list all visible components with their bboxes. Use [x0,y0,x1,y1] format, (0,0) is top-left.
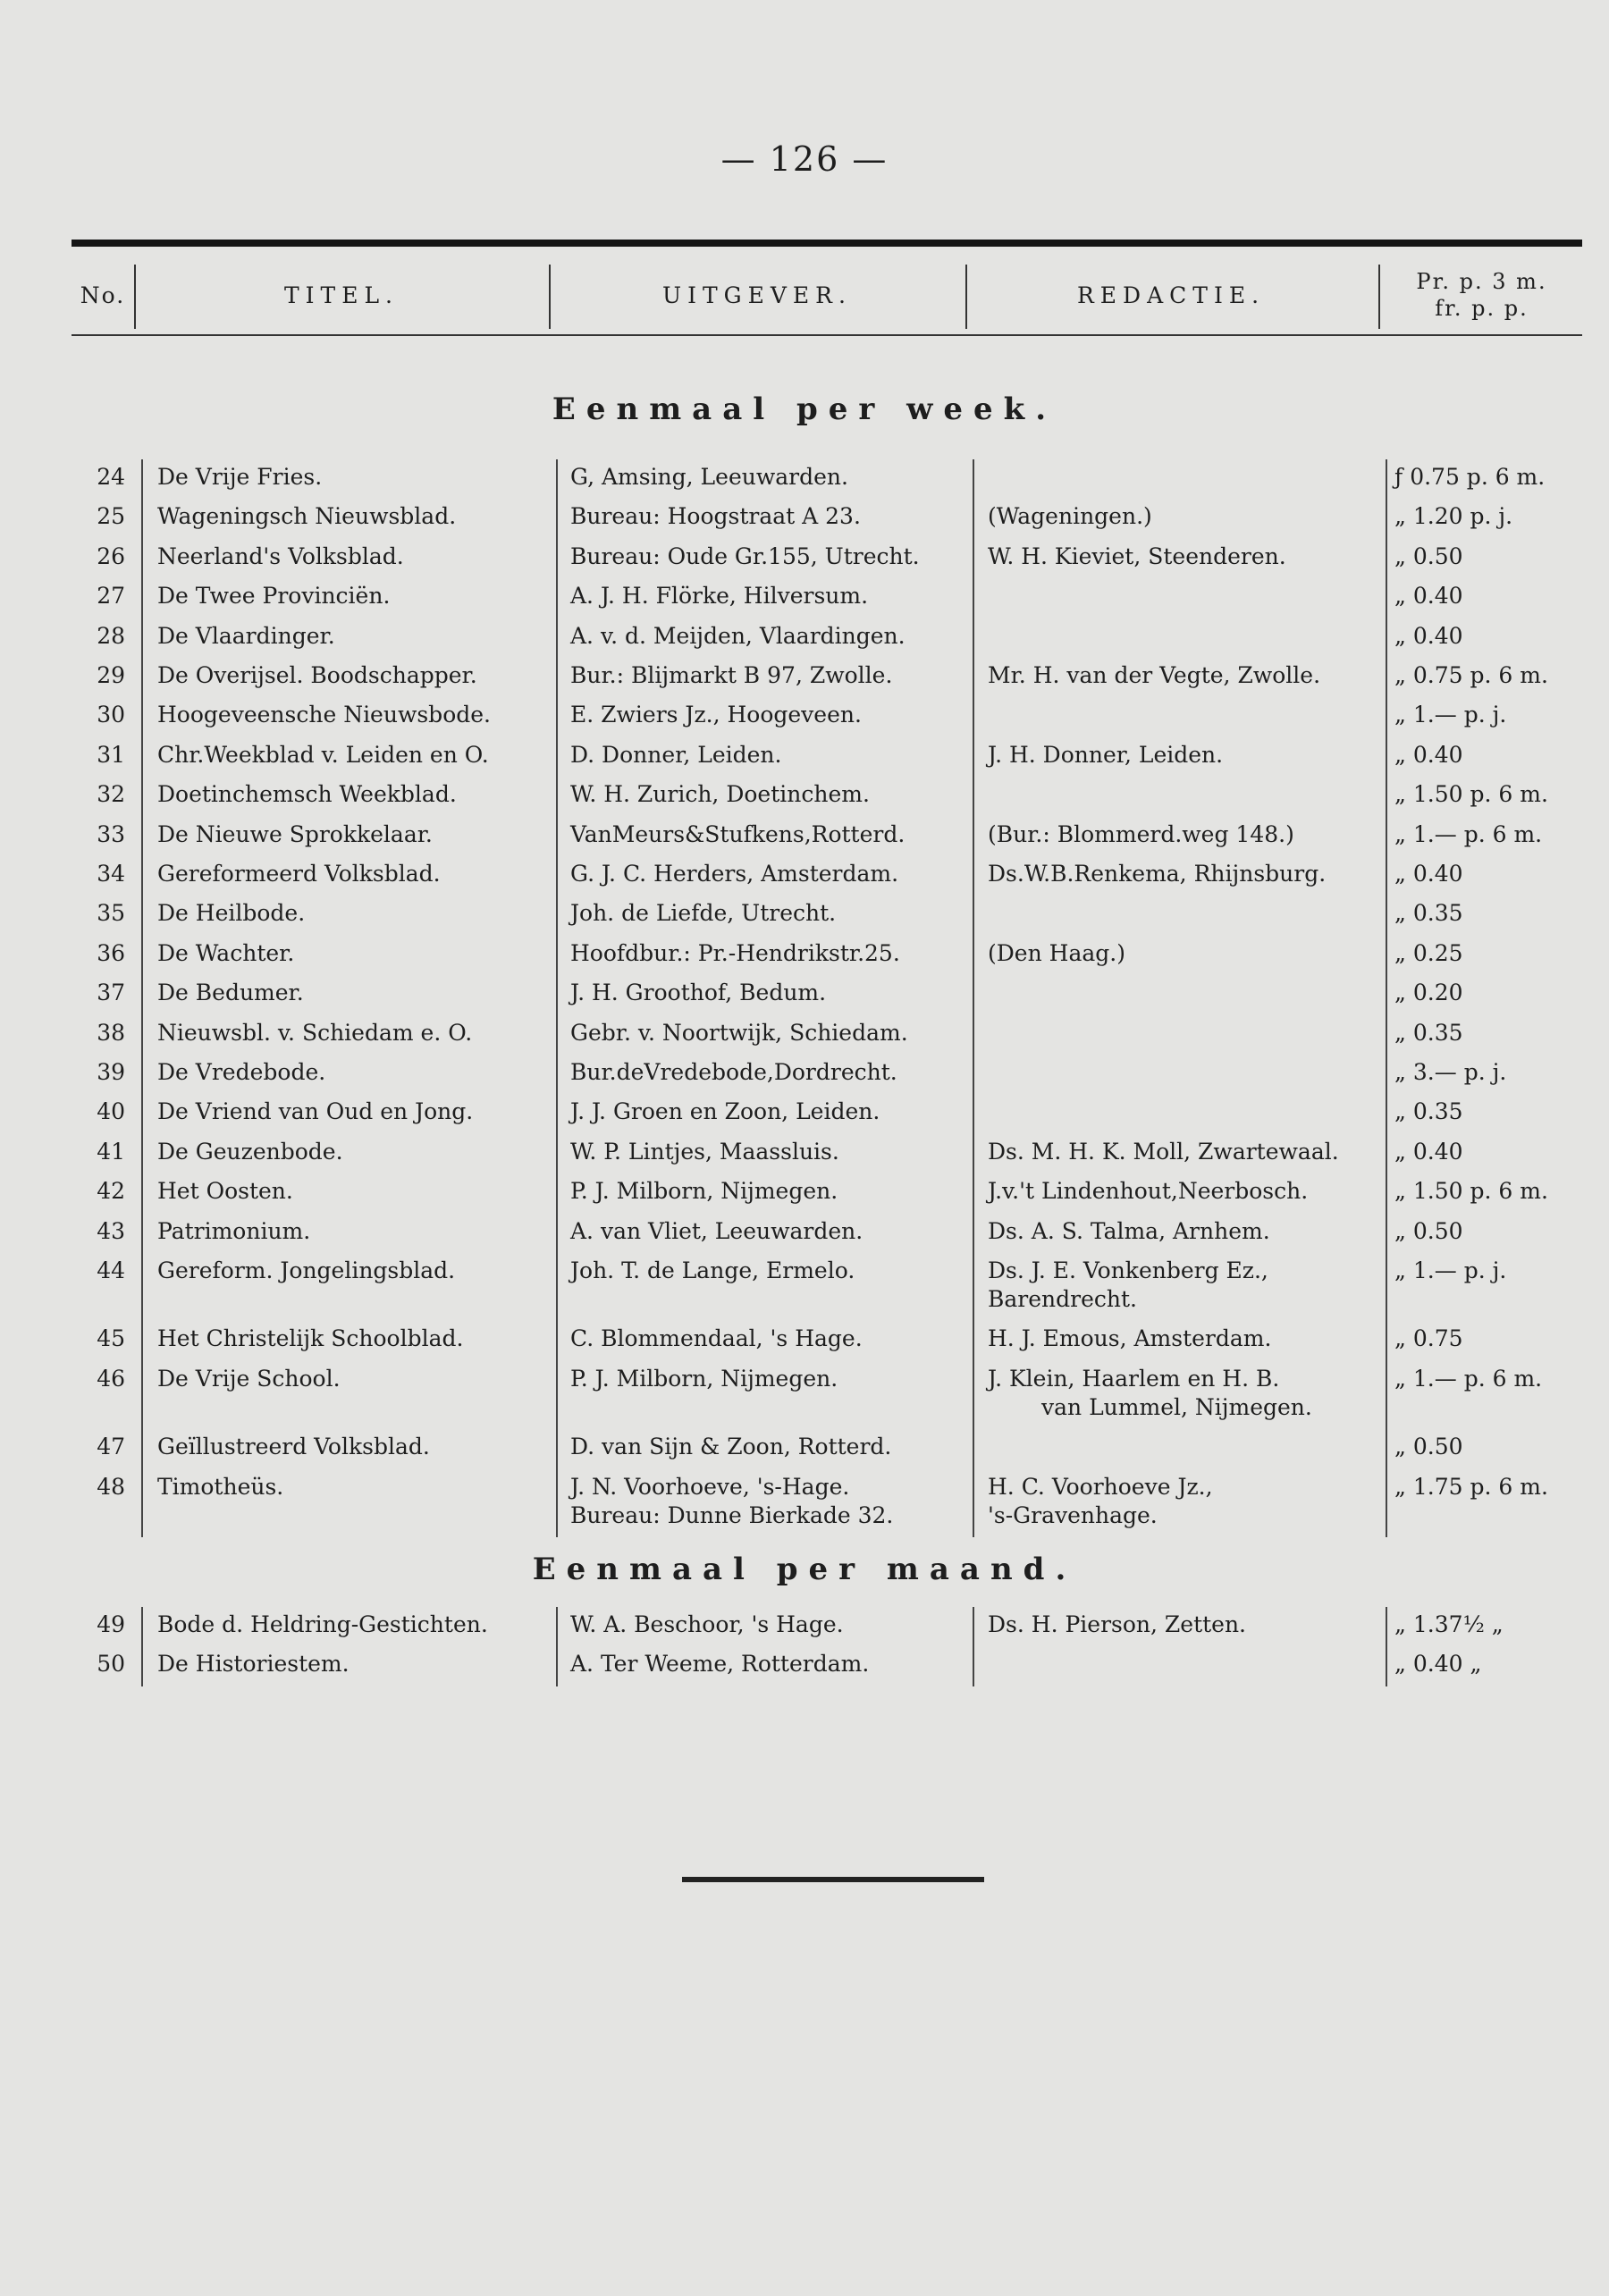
table-row [0,1433,1609,1472]
row-titel: De Vlaardinger. [157,623,335,649]
row-redactie: Ds.W.B.Renkema, Rhijnsburg. [988,861,1327,887]
row-prijs: „ 0.40 [1394,742,1463,768]
row-prijs: „ 1.75 p. 6 m. [1394,1474,1548,1500]
row-number [54,463,125,492]
row-number [54,1019,125,1047]
table-row [0,582,1609,621]
row-number [54,1473,125,1501]
row-redactie-line2: Barendrecht. [988,1286,1137,1312]
row-titel: Het Oosten. [157,1178,293,1204]
row-prijs: „ 1.— p. j. [1394,1257,1507,1283]
row-prijs: „ 1.— p. 6 m. [1394,821,1543,847]
column-divider [1386,1607,1387,1686]
header-bottom-rule [72,334,1582,336]
column-divider [141,459,143,1537]
column-divider [141,1607,143,1686]
header-price-line1: Pr. p. 3 m. [1416,269,1547,294]
row-prijs: ƒ 0.75 p. 6 m. [1394,464,1546,490]
row-number-text: 48 [97,1474,125,1500]
row-uitgever: D. van Sijn & Zoon, Rotterd. [570,1434,892,1459]
row-redactie: (Wageningen.) [988,503,1152,529]
column-divider [556,459,558,1537]
table-row [0,463,1609,502]
row-prijs: „ 1.— p. j. [1394,702,1507,727]
row-prijs: „ 1.50 p. 6 m. [1394,1178,1548,1204]
row-uitgever: J. J. Groen en Zoon, Leiden. [570,1098,880,1124]
row-uitgever: G. J. C. Herders, Amsterdam. [570,861,899,887]
row-number [54,622,125,651]
row-titel: Neerland's Volksblad. [157,543,404,569]
table-row [0,1650,1609,1689]
row-number [54,1217,125,1246]
table-row [0,502,1609,542]
table-row [0,1217,1609,1257]
row-uitgever: P. J. Milborn, Nijmegen. [570,1366,838,1392]
table-row [0,542,1609,582]
table-row [0,939,1609,979]
row-uitgever: J. H. Groothof, Bedum. [570,980,827,1005]
row-uitgever: Gebr. v. Noortwijk, Schiedam. [570,1020,908,1046]
row-prijs: „ 0.50 [1394,1218,1463,1244]
row-prijs: „ 0.35 [1394,1020,1463,1046]
section-title: Eenmaal per week. [552,391,1057,427]
row-uitgever: W. H. Zurich, Doetinchem. [570,781,870,807]
row-prijs: „ 1.20 p. j. [1394,503,1513,529]
row-uitgever: Hoofdbur.: Pr.-Hendrikstr.25. [570,940,900,966]
row-titel: Het Christelijk Schoolblad. [157,1325,464,1351]
table-row [0,1611,1609,1650]
row-redactie: Ds. M. H. K. Moll, Zwartewaal. [988,1139,1339,1165]
row-uitgever: E. Zwiers Jz., Hoogeveen. [570,702,862,727]
row-uitgever-line2: Bureau: Dunne Bierkade 32. [570,1502,894,1528]
column-divider [1386,459,1387,1537]
column-divider [556,1607,558,1686]
table-row [0,820,1609,860]
table-row [0,1325,1609,1364]
row-prijs: „ 0.75 p. 6 m. [1394,662,1548,688]
column-divider [973,1607,974,1686]
row-uitgever: Bureau: Oude Gr.155, Utrecht. [570,543,920,569]
row-prijs: „ 0.25 [1394,940,1463,966]
row-redactie-line2: van Lummel, Nijmegen. [1041,1394,1312,1420]
table-row [0,1058,1609,1098]
header-price-line2: fr. p. p. [1435,296,1529,321]
row-uitgever: J. N. Voorhoeve, 's-Hage. [570,1474,850,1500]
header-titel: TITEL. [283,282,400,308]
row-titel: Gereform. Jongelingsblad. [157,1257,456,1283]
row-number-text: 39 [97,1059,125,1085]
row-number [54,780,125,809]
row-number-text: 24 [97,464,125,490]
row-titel: Geïllustreerd Volksblad. [157,1434,430,1459]
row-number [54,502,125,531]
row-number-text: 31 [97,742,125,768]
row-number-text: 35 [97,900,125,926]
row-number [54,701,125,729]
table-row [0,661,1609,701]
row-number-text: 40 [97,1098,125,1124]
row-redactie: Ds. H. Pierson, Zetten. [988,1611,1247,1637]
row-number [54,1138,125,1166]
end-rule [682,1877,984,1882]
row-prijs: „ 0.20 [1394,980,1463,1005]
row-uitgever: Bur.: Blijmarkt B 97, Zwolle. [570,662,893,688]
row-number [54,1177,125,1206]
header-divider [134,265,136,329]
table-row [0,741,1609,780]
row-prijs: „ 0.40 [1394,583,1463,609]
row-number-text: 46 [97,1366,125,1392]
row-uitgever: W. A. Beschoor, 's Hage. [570,1611,844,1637]
row-redactie: J.v.'t Lindenhout,Neerbosch. [988,1178,1309,1204]
row-redactie: Ds. A. S. Talma, Arnhem. [988,1218,1270,1244]
row-redactie: Ds. J. E. Vonkenberg Ez., [988,1257,1268,1283]
row-titel: De Historiestem. [157,1651,350,1677]
row-redactie: Mr. H. van der Vegte, Zwolle. [988,662,1321,688]
row-number-text: 26 [97,543,125,569]
row-number-text: 45 [97,1325,125,1351]
table-row [0,1473,1609,1552]
row-number-text: 50 [97,1651,125,1677]
header-divider [1378,265,1380,329]
table-row [0,1019,1609,1058]
row-number [54,1058,125,1087]
row-number-text: 32 [97,781,125,807]
header-divider [549,265,551,329]
row-uitgever: A. J. H. Flörke, Hilversum. [570,583,869,609]
row-number-text: 38 [97,1020,125,1046]
header-uitgever: UITGEVER. [662,282,852,308]
row-uitgever: C. Blommendaal, 's Hage. [570,1325,863,1351]
row-prijs: „ 1.— p. 6 m. [1394,1366,1543,1392]
row-number [54,860,125,888]
column-divider [973,459,974,1537]
row-redactie: W. H. Kieviet, Steenderen. [988,543,1286,569]
row-number-text: 29 [97,662,125,688]
row-titel: De Nieuwe Sprokkelaar. [157,821,433,847]
row-prijs: „ 0.40 [1394,1139,1463,1165]
row-uitgever: P. J. Milborn, Nijmegen. [570,1178,838,1204]
row-number [54,741,125,770]
row-prijs: „ 0.50 [1394,1434,1463,1459]
row-prijs: „ 1.50 p. 6 m. [1394,781,1548,807]
row-uitgever: Bureau: Hoogstraat A 23. [570,503,861,529]
row-number [54,1650,125,1678]
row-titel: Chr.Weekblad v. Leiden en O. [157,742,489,768]
row-number [54,899,125,928]
row-number-text: 43 [97,1218,125,1244]
row-titel: De Vriend van Oud en Jong. [157,1098,474,1124]
table-row [0,1177,1609,1216]
row-titel: Bode d. Heldring-Gestichten. [157,1611,488,1637]
row-titel: De Heilbode. [157,900,306,926]
row-uitgever: Bur.deVredebode,Dordrecht. [570,1059,897,1085]
row-number [54,939,125,968]
section-title: Eenmaal per maand. [532,1552,1077,1587]
table-row [0,860,1609,899]
row-redactie-line2: 's-Gravenhage. [988,1502,1158,1528]
row-number [54,1325,125,1353]
row-number-text: 27 [97,583,125,609]
row-redactie: J. Klein, Haarlem en H. B. [988,1366,1280,1392]
row-prijs: „ 0.50 [1394,543,1463,569]
row-titel: De Wachter. [157,940,295,966]
row-redactie: H. C. Voorhoeve Jz., [988,1474,1213,1500]
table-row [0,1138,1609,1177]
row-prijs: „ 0.40 [1394,623,1463,649]
row-redactie: H. J. Emous, Amsterdam. [988,1325,1272,1351]
row-uitgever: A. v. d. Meijden, Vlaardingen. [570,623,906,649]
row-titel: Timotheüs. [157,1474,284,1500]
row-uitgever: W. P. Lintjes, Maassluis. [570,1139,839,1165]
row-uitgever: D. Donner, Leiden. [570,742,782,768]
row-prijs: „ 0.35 [1394,1098,1463,1124]
row-number-text: 28 [97,623,125,649]
row-prijs: „ 1.37½ „ [1394,1611,1504,1637]
table-row [0,780,1609,820]
row-prijs: „ 0.40 „ [1394,1651,1482,1677]
row-number-text: 30 [97,702,125,727]
header-no: No. [80,282,126,308]
page-number: — 126 — [720,139,889,179]
row-titel: De Vrije School. [157,1366,341,1392]
row-uitgever: Joh. de Liefde, Utrecht. [570,900,837,926]
row-uitgever: Joh. T. de Lange, Ermelo. [570,1257,855,1283]
table-row [0,622,1609,661]
row-number [54,582,125,610]
row-number-text: 33 [97,821,125,847]
row-titel: De Overijsel. Boodschapper. [157,662,477,688]
row-redactie: (Bur.: Blommerd.weg 148.) [988,821,1294,847]
row-number [54,542,125,571]
row-number-text: 41 [97,1139,125,1165]
row-number-text: 42 [97,1178,125,1204]
row-redactie: (Den Haag.) [988,940,1125,966]
row-number [54,1365,125,1393]
row-number [54,1098,125,1126]
header-price [1381,259,1582,331]
row-titel: Nieuwsbl. v. Schiedam e. O. [157,1020,473,1046]
row-number [54,979,125,1007]
row-number [54,820,125,849]
row-prijs: „ 0.35 [1394,900,1463,926]
table-row [0,701,1609,740]
table-row [0,979,1609,1018]
header-redactie: REDACTIE. [1076,282,1266,308]
row-number [54,661,125,690]
row-titel: De Twee Provinciën. [157,583,391,609]
row-titel: Gereformeerd Volksblad. [157,861,441,887]
row-prijs: „ 3.— p. j. [1394,1059,1507,1085]
row-number-text: 47 [97,1434,125,1459]
table-row [0,899,1609,938]
row-number [54,1433,125,1461]
row-number-text: 37 [97,980,125,1005]
row-number-text: 49 [97,1611,125,1637]
row-titel: Wageningsch Nieuwsblad. [157,503,457,529]
row-number [54,1611,125,1639]
row-redactie: J. H. Donner, Leiden. [988,742,1224,768]
row-titel: De Geuzenbode. [157,1139,343,1165]
row-titel: De Bedumer. [157,980,304,1005]
row-uitgever: A. Ter Weeme, Rotterdam. [570,1651,870,1677]
row-number-text: 44 [97,1257,125,1283]
row-number-text: 25 [97,503,125,529]
row-titel: Doetinchemsch Weekblad. [157,781,457,807]
row-number-text: 34 [97,861,125,887]
row-uitgever: A. van Vliet, Leeuwarden. [570,1218,863,1244]
header-divider [965,265,967,329]
row-titel: De Vredebode. [157,1059,326,1085]
row-number [54,1257,125,1285]
table-row [0,1098,1609,1137]
row-uitgever: G, Amsing, Leeuwarden. [570,464,848,490]
row-prijs: „ 0.75 [1394,1325,1463,1351]
row-uitgever: VanMeurs&Stufkens,Rotterd. [570,821,906,847]
row-prijs: „ 0.40 [1394,861,1463,887]
top-rule [72,240,1582,247]
row-titel: Hoogeveensche Nieuwsbode. [157,702,491,727]
row-titel: De Vrije Fries. [157,464,323,490]
row-number-text: 36 [97,940,125,966]
row-titel: Patrimonium. [157,1218,311,1244]
